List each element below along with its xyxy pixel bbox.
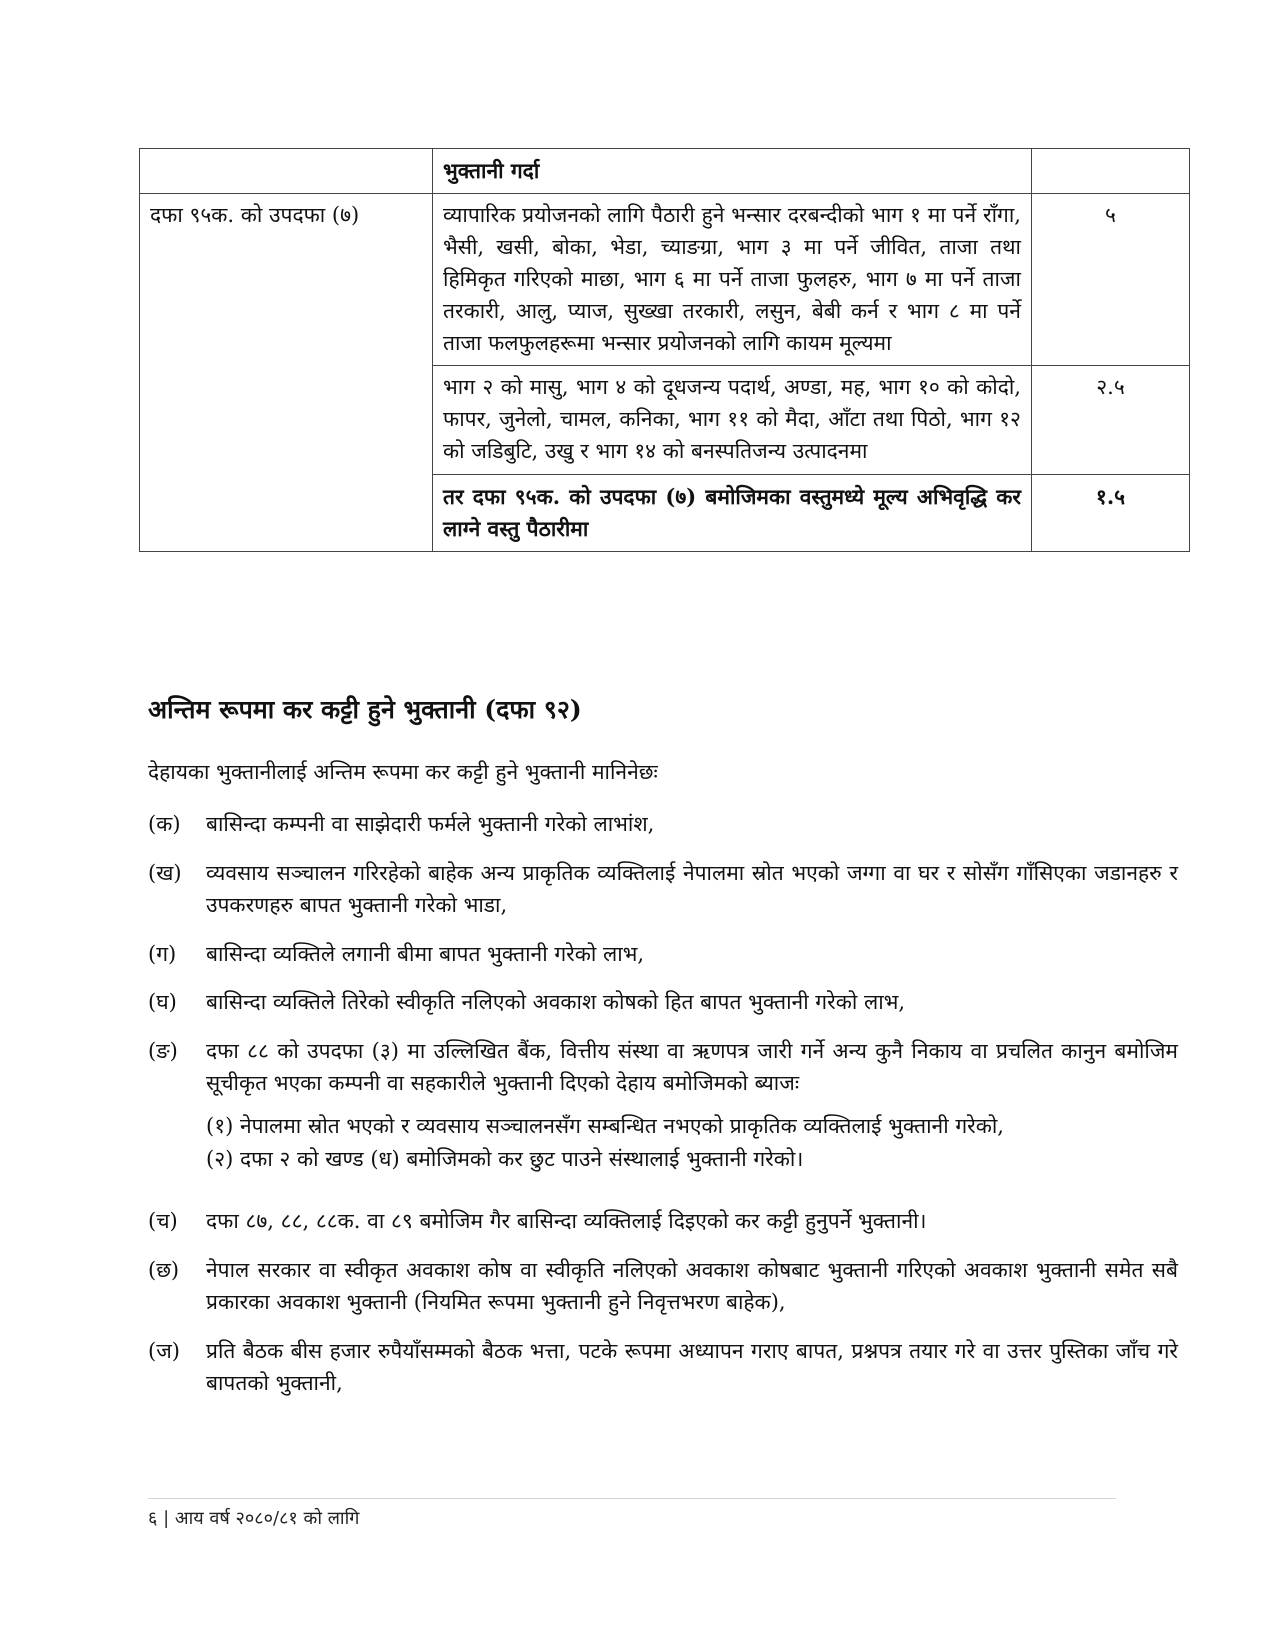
list-item (148, 808, 1178, 841)
item-text: बासिन्दा कम्पनी वा साझेदारी फर्मले भुक्तानी गरेको लाभांश, (206, 812, 655, 836)
rate-cell: ५ (1031, 193, 1189, 366)
item-marker: (ज) (148, 1338, 180, 1363)
list-item (148, 1254, 1178, 1319)
item-marker: (छ) (148, 1257, 180, 1282)
rate-cell: १.५ (1031, 475, 1189, 552)
page-footer: ६ | आय वर्ष २०८०/८१ को लागि (148, 1508, 360, 1529)
item-text: दफा ८७, ८८, ८८क. वा ८९ बमोजिम गैर बासिन्दा व्यक्तिलाई दिइएको कर कट्टी हुनुपर्ने भुक्तानी। (206, 1209, 927, 1234)
item-text: दफा ८८ को उपदफा (३) मा उल्लिखित बैंक, वित्तीय संस्था वा ऋणपत्र जारी गर्ने अन्य कुनै निकाय वा प्रचलित कानुन बमोजिम सूचीकृत भएका कम्पनी वा सहकारीले भुक्तानी दिएको देहाय बमोजिमको ब्याजः (206, 1038, 1178, 1096)
section-heading: अन्तिम रूपमा कर कट्टी हुने भुक्तानी (दफा ९२) (148, 695, 582, 724)
item-text: प्रति बैठक बीस हजार रुपैयाँसम्मको बैठक भत्ता, पटके रूपमा अध्यापन गराए बापत, प्रश्नपत्र तयार गरे वा उत्तर पुस्तिका जाँच गरे बापतको भुक्तानी, (206, 1338, 1178, 1396)
item-marker: (ख) (148, 860, 182, 885)
list-item (148, 986, 1178, 1019)
sub-item: (२) दफा २ को खण्ड (ध) बमोजिमको कर छुट पाउने संस्थालाई भुक्तानी गरेको। (206, 1147, 804, 1172)
item-text: नेपाल सरकार वा स्वीकृत अवकाश कोष वा स्वीकृति नलिएको अवकाश कोषबाट भुक्तानी गरिएको अवकाश भुक्तानी समेत सबै प्रकारका अवकाश भुक्तानी (नियमित रूपमा भुक्तानी हुने निवृत्तभरण बाहेक), (206, 1257, 1178, 1315)
item-text: बासिन्दा व्यक्तिले तिरेको स्वीकृति नलिएको अवकाश कोषको हित बापत भुक्तानी गरेको लाभ, (206, 990, 906, 1015)
item-body (206, 1035, 1178, 1189)
rate-table (139, 148, 1190, 552)
list-item (148, 857, 1178, 922)
item-marker: (च) (148, 1209, 178, 1234)
rate-cell: २.५ (1031, 366, 1189, 475)
sub-item: (१) नेपालमा स्रोत भएको र व्यवसाय सञ्चालनसँग सम्बन्धित नभएको प्राकृतिक व्यक्तिलाई भुक्तानी गरेको, (206, 1113, 1004, 1138)
list-item (148, 938, 1178, 971)
list-item (148, 1335, 1178, 1400)
item-marker: (क) (148, 812, 181, 836)
description-cell: भुक्तानी गर्दा (433, 149, 1032, 194)
item-text: बासिन्दा व्यक्तिले लगानी बीमा बापत भुक्तानी गरेको लाभ, (206, 941, 645, 966)
list-item (148, 1205, 1178, 1238)
footer-divider (148, 1498, 1116, 1499)
table-row (140, 149, 1190, 194)
description-cell: भाग २ को मासु, भाग ४ को दूधजन्य पदार्थ, अण्डा, मह, भाग १० को कोदो, फापर, जुनेलो, चामल, कनिका, भाग ११ को मैदा, आँटा तथा पिठो, भाग १२ को जडिबुटि, उखु र भाग १४ को बनस्पतिजन्य उत्पादनमा (433, 366, 1032, 475)
description-cell: तर दफा ९५क. को उपदफा (७) बमोजिमका वस्तुमध्ये मूल्य अभिवृद्धि कर लाग्ने वस्तु पैठारीमा (433, 475, 1032, 552)
rate-cell (1031, 149, 1189, 194)
description-cell: व्यापारिक प्रयोजनको लागि पैठारी हुने भन्सार दरबन्दीको भाग १ मा पर्ने राँगा, भैसी, खसी, बोका, भेडा, च्याङग्रा, भाग ३ मा पर्ने जीवित, ताजा तथा हिमिकृत गरिएको माछा, भाग ६ मा पर्ने ताजा फुलहरु, भाग ७ मा पर्ने ताजा तरकारी, आलु, प्याज, सुख्खा तरकारी, लसुन, बेबी कर्न र भाग ८ मा पर्ने ताजा फलफुलहरूमा भन्सार प्रयोजनको लागि कायम मूल्यमा (433, 193, 1032, 366)
section-cell (140, 149, 433, 194)
intro-text: देहायका भुक्तानीलाई अन्तिम रूपमा कर कट्टी हुने भुक्तानी मानिनेछः (148, 760, 658, 784)
item-marker: (घ) (148, 990, 177, 1015)
table-row (140, 193, 1190, 366)
payment-list (148, 808, 1178, 1416)
item-text: व्यवसाय सञ्चालन गरिरहेको बाहेक अन्य प्राकृतिक व्यक्तिलाई नेपालमा स्रोत भएको जग्गा वा घर र सोसँग गाँसिएका जडानहरु र उपकरणहरु बापत भुक्तानी गरेको भाडा, (206, 860, 1178, 918)
list-item (148, 1035, 1178, 1189)
item-marker: (ङ) (148, 1038, 178, 1063)
section-cell: दफा ९५क. को उपदफा (७) (140, 193, 433, 551)
sub-list (206, 1110, 1178, 1177)
item-marker: (ग) (148, 941, 177, 966)
